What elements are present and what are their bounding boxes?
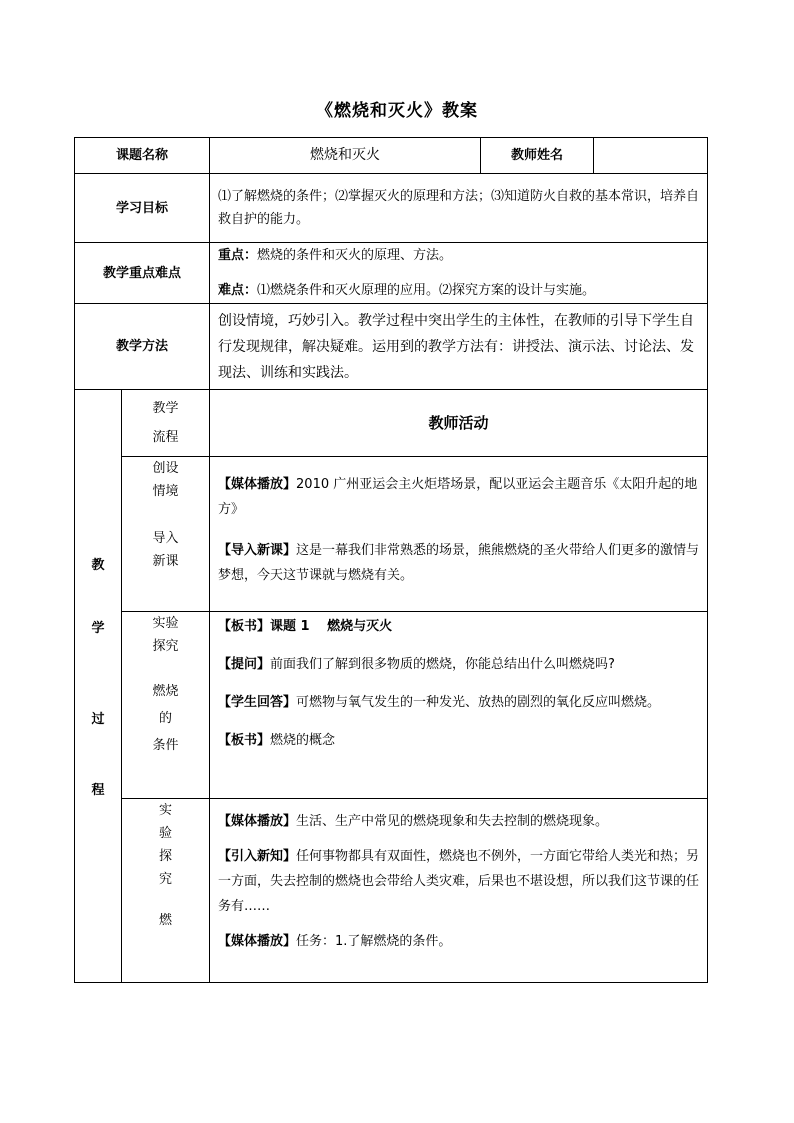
focus-text: 燃烧的条件和灭火的原理、方法。 [257,248,453,263]
flow-cell-3 [122,799,210,983]
method-row [75,304,708,390]
activity-item [218,652,707,677]
topic-label: 课题名称 [75,138,210,174]
activity-item [218,809,707,834]
flow-header [122,390,210,457]
activity-text: 燃烧的概念 [270,733,336,748]
flow-header-line: 流程 [152,430,179,445]
flow-text: 燃烧 [152,684,179,699]
process-row-1 [75,457,708,612]
flow-text: 的 [159,711,173,726]
flow-text: 究 [159,872,173,887]
activity-cell-3 [210,799,708,983]
method-text: 创设情境，巧妙引入。教学过程中突出学生的主体性，在教师的引导下学生自行发现规律，解决疑难。运用到的教学方法有：讲授法、演示法、讨论法、发现法、训练和实践法。 [210,304,708,390]
activity-tag: 【提问】 [218,657,271,672]
key-points-label: 教学重点难点 [75,243,210,304]
flow-text: 探 [159,849,173,864]
activity-item [218,728,707,753]
flow-text: 导入 [152,531,179,546]
activity-cell-2 [210,612,708,799]
focus-label: 重点： [218,248,258,263]
side-char: 教 [91,558,105,573]
flow-text: 探究 [152,639,179,654]
activity-item [218,929,707,954]
document-title: 《燃烧和灭火》教案 [316,101,478,121]
activity-tag: 【媒体播放】 [218,814,297,829]
activity-tag: 【媒体播放】 [218,934,297,949]
activity-text: 任何事物都具有双面性，燃烧也不例外，一方面它带给人类光和热；另一方面，失去控制的燃烧也会带给人类灾难，后果也不堪设想，所以我们这节课的任务有…… [218,849,700,914]
process-row-2 [75,612,708,799]
topic-row [75,138,708,174]
activity-tag: 【板书】 [218,733,271,748]
activity-tag: 【引入新知】 [218,849,297,864]
flow-text: 燃 [159,913,173,928]
side-char: 过 [91,712,105,727]
activity-text: 任务：1.了解燃烧的条件。 [296,934,452,949]
goals-row [75,174,708,243]
activity-text: 可燃物与氧气发生的一种发光、放热的剧烈的氧化反应叫燃烧。 [296,695,661,710]
method-label: 教学方法 [75,304,210,390]
teacher-value [594,138,708,174]
activity-tag: 【导入新课】 [218,543,297,558]
flow-text: 条件 [152,738,179,753]
activity-tag: 【板书】 [218,619,271,634]
difficulty-text: ⑴燃烧条件和灭火原理的应用。⑵探究方案的设计与实施。 [257,283,596,298]
flow-cell-1 [122,457,210,612]
key-points-cell [210,243,708,304]
flow-text: 创设 [152,461,179,476]
activity-text: 2010 广州亚运会主火炬塔场景，配以亚运会主题音乐《太阳升起的地方》 [218,477,698,517]
activity-text: 课题 1 燃烧与灭火 [270,619,393,634]
difficulty-line [218,278,699,303]
process-side-label [75,390,122,983]
activity-item [218,690,707,715]
activity-item [218,538,707,588]
activity-item [218,844,707,919]
flow-text: 实 [159,803,173,818]
activity-text: 这是一幕我们非常熟悉的场景，熊熊燃烧的圣火带给人们更多的激情与梦想，今天这节课就与燃烧有关。 [218,543,700,583]
key-points-row [75,243,708,304]
flow-header-line: 教学 [152,401,179,416]
flow-text: 新课 [152,554,179,569]
flow-text: 实验 [152,616,179,631]
activity-text: 生活、生产中常见的燃烧现象和失去控制的燃烧现象。 [296,814,609,829]
activity-text: 前面我们了解到很多物质的燃烧，你能总结出什么叫燃烧吗? [270,657,615,672]
lesson-plan-table [74,137,708,983]
activity-cell-1 [210,457,708,612]
process-row-3 [75,799,708,983]
activity-item [218,614,707,639]
topic-value: 燃烧和灭火 [210,138,481,174]
process-header-row [75,390,708,457]
focus-line [218,243,699,268]
flow-text: 验 [159,826,173,841]
teacher-label: 教师姓名 [481,138,594,174]
goals-text: ⑴了解燃烧的条件；⑵掌握灭火的原理和方法；⑶知道防火自救的基本常识，培养自救自护的能力。 [210,174,708,243]
side-char: 程 [91,783,105,798]
activity-header: 教师活动 [210,390,708,457]
difficulty-label: 难点： [218,283,258,298]
flow-cell-2 [122,612,210,799]
activity-item [218,472,707,522]
side-char: 学 [91,621,105,636]
activity-tag: 【学生回答】 [218,695,297,710]
goals-label: 学习目标 [75,174,210,243]
flow-text: 情境 [152,484,179,499]
activity-tag: 【媒体播放】 [218,477,297,492]
